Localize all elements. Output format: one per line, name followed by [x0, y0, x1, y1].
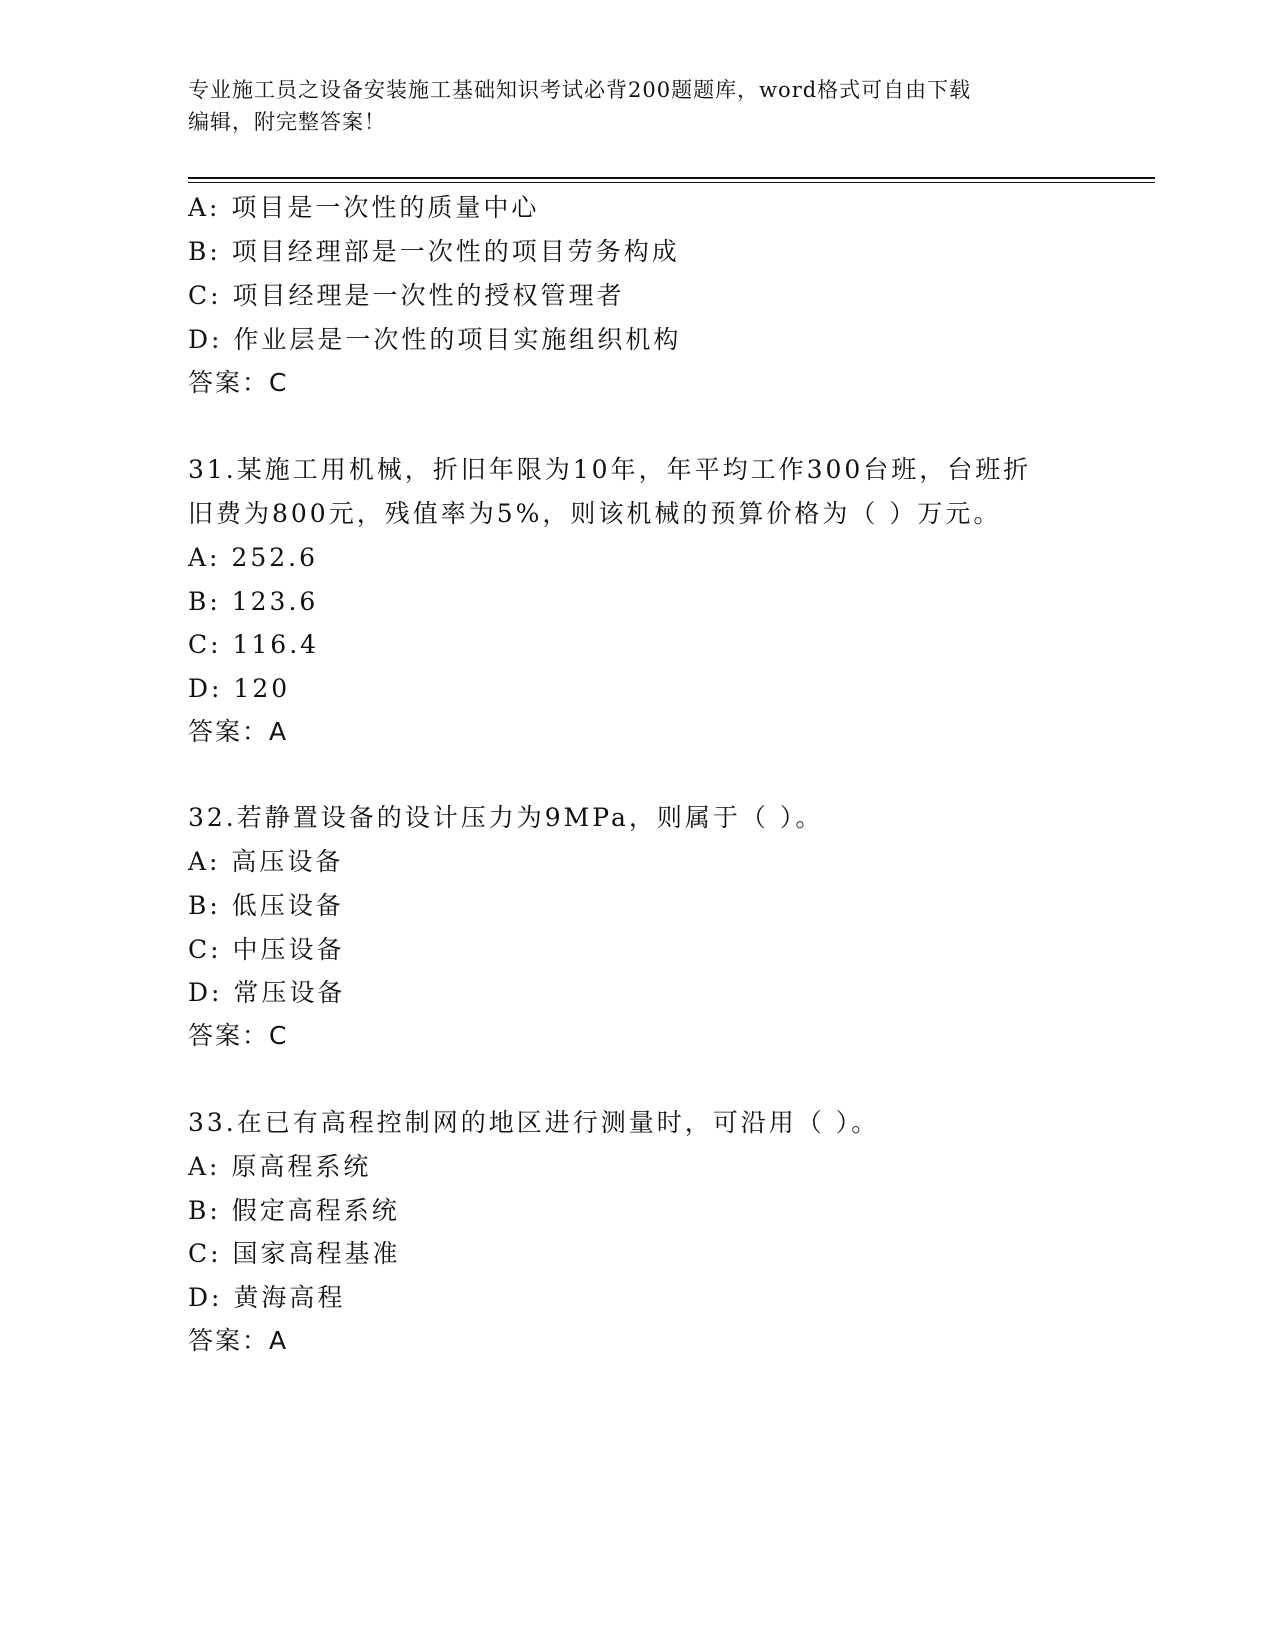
q32-option-a: A: 高压设备 — [188, 847, 344, 876]
q31-answer: 答案：A — [188, 717, 289, 746]
q33-option-b: B: 假定高程系统 — [188, 1196, 400, 1225]
q30-option-d: D: 作业层是一次性的项目实施组织机构 — [188, 325, 682, 354]
q30-option-b: B: 项目经理部是一次性的项目劳务构成 — [188, 237, 680, 266]
q31-stem-line-2: 旧费为800元，残值率为5%，则该机械的预算价格为（ ）万元。 — [188, 499, 1002, 528]
header-line-2: 编辑，附完整答案！ — [188, 110, 386, 134]
q32-option-c: C: 中压设备 — [188, 935, 345, 964]
document-header — [188, 74, 1088, 138]
q30-option-c: C: 项目经理是一次性的授权管理者 — [188, 281, 625, 310]
q33-answer: 答案：A — [188, 1326, 289, 1355]
q32-option-d: D: 常压设备 — [188, 978, 346, 1007]
q32-stem-line-1: 32.若静置设备的设计压力为9MPa，则属于（ ）。 — [188, 803, 824, 832]
q31-option-d: D: 120 — [188, 674, 291, 703]
header-divider-thin — [188, 182, 1155, 183]
header-divider-thick — [188, 177, 1155, 179]
q30-answer: 答案：C — [188, 368, 289, 397]
q32-option-b: B: 低压设备 — [188, 891, 344, 920]
q33-option-c: C: 国家高程基准 — [188, 1239, 401, 1268]
q33-stem-line-1: 33.在已有高程控制网的地区进行测量时，可沿用（ ）。 — [188, 1108, 880, 1137]
q31-option-b: B: 123.6 — [188, 587, 319, 616]
q31-option-a: A: 252.6 — [188, 543, 318, 572]
q31-stem-line-1: 31.某施工用机械，折旧年限为10年，年平均工作300台班，台班折 — [188, 455, 1032, 484]
q30-option-a: A: 项目是一次性的质量中心 — [188, 193, 540, 222]
q33-option-a: A: 原高程系统 — [188, 1152, 372, 1181]
q31-option-c: C: 116.4 — [188, 630, 320, 659]
q33-option-d: D: 黄海高程 — [188, 1283, 346, 1312]
header-line-1: 专业施工员之设备安装施工基础知识考试必背200题题库，word格式可自由下载 — [188, 78, 972, 102]
q32-answer: 答案：C — [188, 1021, 289, 1050]
